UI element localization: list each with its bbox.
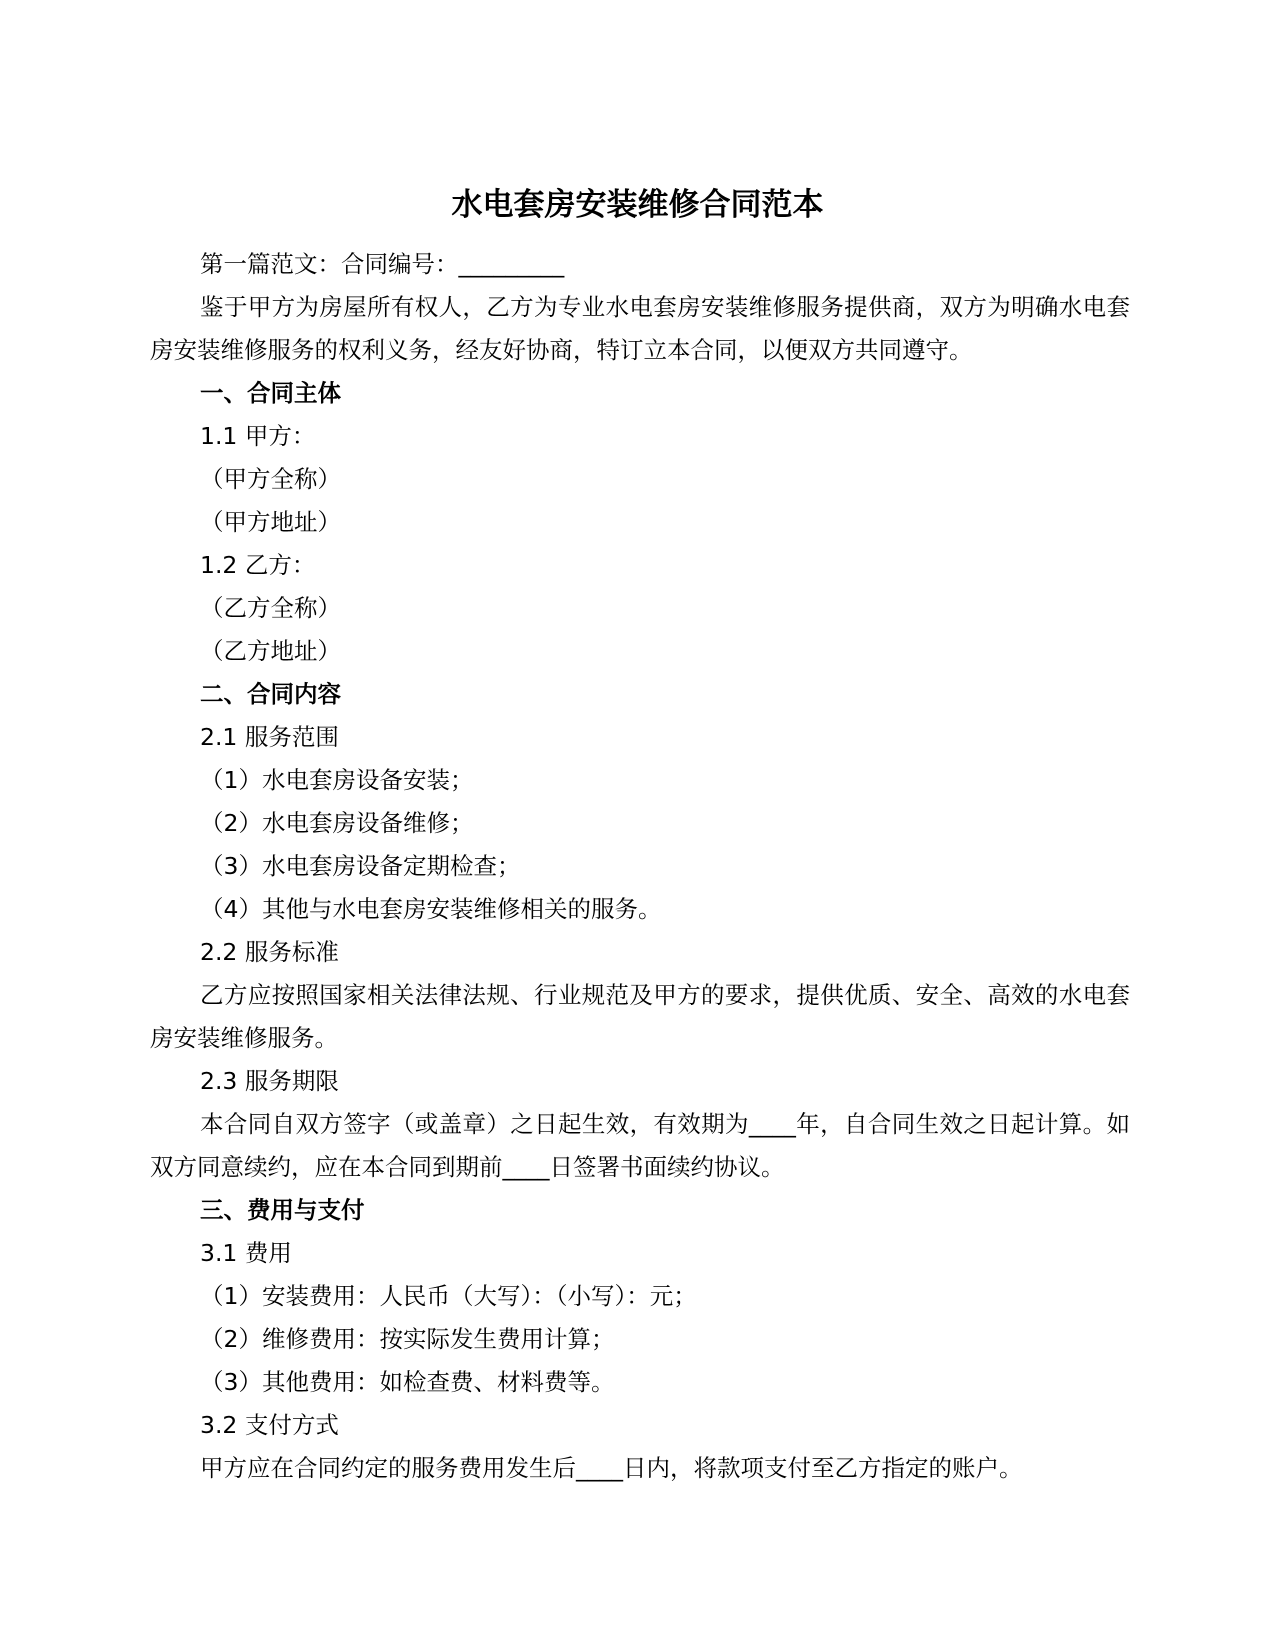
party-a-name: （甲方全称）	[200, 465, 341, 493]
document-body	[150, 243, 1130, 1490]
section-2-heading: 二、合同内容	[200, 680, 341, 708]
service-scope-label: 2.1 服务范围	[200, 723, 339, 751]
scope-item: （4）其他与水电套房安装维修相关的服务。	[200, 895, 662, 923]
payment-method-paragraph: 甲方应在合同约定的服务费用发生后____日内，将款项支付至乙方指定的账户。	[200, 1454, 1023, 1482]
service-standard-paragraph: 乙方应按照国家相关法律法规、行业规范及甲方的要求，提供优质、安全、高效的水电套房安装维修服务。	[150, 981, 1130, 1052]
payment-method-label: 3.2 支付方式	[200, 1411, 339, 1439]
fee-item: （3）其他费用：如检查费、材料费等。	[200, 1368, 615, 1396]
scope-item: （3）水电套房设备定期检查；	[200, 852, 521, 880]
fee-item: （1）安装费用：人民币（大写）：（小写）：元；	[200, 1282, 697, 1310]
party-a-label: 1.1 甲方：	[200, 422, 316, 450]
scope-item: （2）水电套房设备维修；	[200, 809, 474, 837]
party-b-address: （乙方地址）	[200, 637, 341, 665]
party-a-address: （甲方地址）	[200, 508, 341, 536]
contract-number-line: 第一篇范文：合同编号：_________	[200, 250, 565, 278]
document-title: 水电套房安装维修合同范本	[451, 187, 824, 223]
fee-label: 3.1 费用	[200, 1239, 292, 1267]
section-1-heading: 一、合同主体	[200, 379, 341, 407]
section-3-heading: 三、费用与支付	[200, 1196, 365, 1224]
service-standard-label: 2.2 服务标准	[200, 938, 339, 966]
preamble-paragraph: 鉴于甲方为房屋所有权人，乙方为专业水电套房安装维修服务提供商，双方为明确水电套房安装维修服务的权利义务，经友好协商，特订立本合同，以便双方共同遵守。	[150, 293, 1130, 364]
service-term-paragraph: 本合同自双方签字（或盖章）之日起生效，有效期为____年，自合同生效之日起计算。如双方同意续约，应在本合同到期前____日签署书面续约协议。	[150, 1110, 1130, 1181]
party-b-name: （乙方全称）	[200, 594, 341, 622]
fee-item: （2）维修费用：按实际发生费用计算；	[200, 1325, 615, 1353]
party-b-label: 1.2 乙方：	[200, 551, 316, 579]
service-term-label: 2.3 服务期限	[200, 1067, 339, 1095]
scope-item: （1）水电套房设备安装；	[200, 766, 474, 794]
